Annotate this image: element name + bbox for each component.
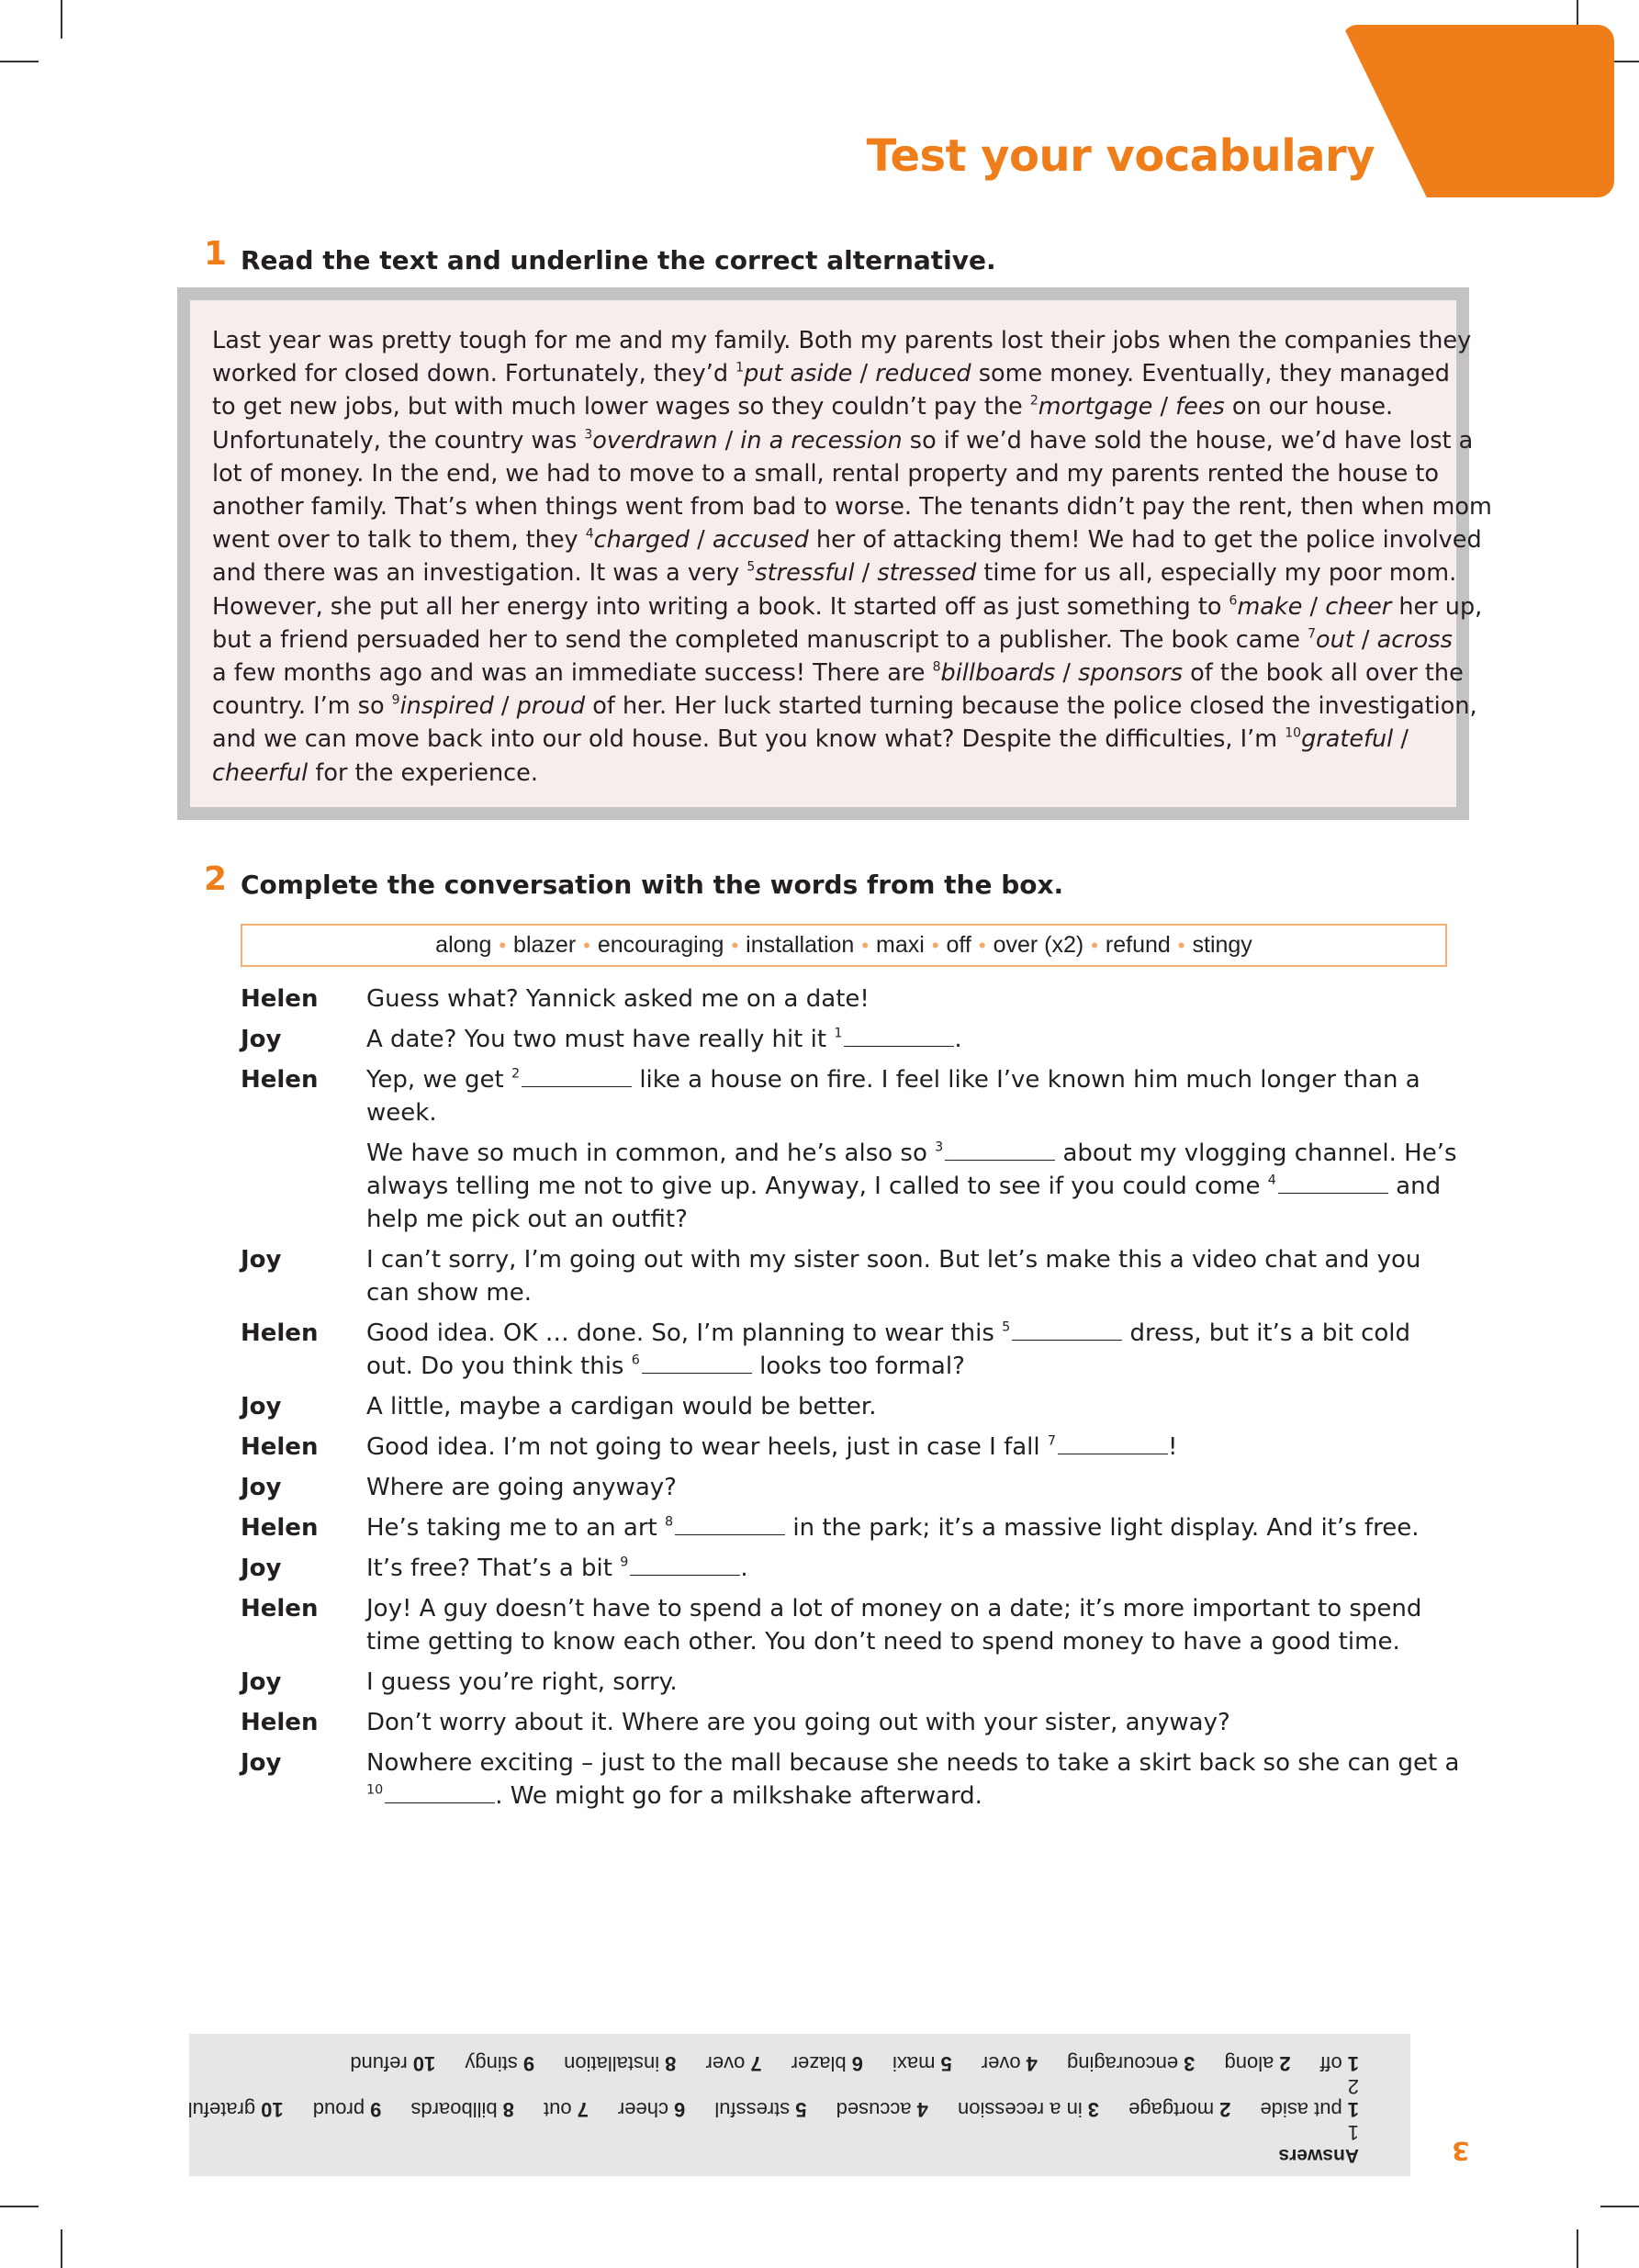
dialogue-line: Helen Good idea. OK … done. So, I’m planning to wear this $^5$ dress, but it’s a bit cold out. Do you think this $^6$ looks too formal? xyxy=(241,1319,1411,1380)
blank-8[interactable] xyxy=(675,1514,785,1535)
dialogue-line: Helen Guess what? Yannick asked me on a date! xyxy=(241,985,870,1013)
word-box-item: refund xyxy=(1105,932,1171,958)
dialogue-line: Helen Don’t worry about it. Where are you going out with your sister, anyway? xyxy=(241,1709,1230,1736)
exercise-2-instruction: Complete the conversation with the words from the box. xyxy=(241,870,1064,900)
crop-mark xyxy=(61,2229,62,2268)
word-box-item: maxi xyxy=(876,932,925,958)
conversation xyxy=(241,982,1462,1820)
blank-9[interactable] xyxy=(630,1555,740,1576)
answer-key-ex2: 1off 2along 3encouraging 4over 5maxi 6blazer 7over 8installation 9stingy 10refund xyxy=(350,2052,1359,2075)
reading-text-box xyxy=(177,287,1492,820)
blank-10[interactable] xyxy=(385,1782,495,1803)
page-number: 3 xyxy=(1452,2136,1470,2166)
word-box-item: installation xyxy=(746,932,855,958)
blank-1[interactable] xyxy=(844,1026,954,1047)
word-box: along • blazer • encouraging • installation • maxi • off • over (x2) • refund • stingy xyxy=(241,924,1447,967)
word-box-item: off xyxy=(946,932,971,958)
crop-mark xyxy=(0,61,39,62)
exercise-1-instruction: Read the text and underline the correct alternative. xyxy=(241,245,996,275)
answer-key-ex1: 1put aside 2mortgage 3in a recession 4accused 5stressful 6cheer 7out 8billboards 9proud 10grateful xyxy=(187,2098,1359,2121)
blank-4[interactable] xyxy=(1278,1173,1388,1194)
dialogue-line: Joy A date? You two must have really hit it $^1$ . xyxy=(241,1026,962,1053)
blank-3[interactable] xyxy=(945,1140,1055,1161)
reading-text: Last year was pretty tough for me and my family. Both my parents lost their jobs when the companies they worked for closed down. Fortunately, they’d $^1$put aside / reduced some money. Eventually, they managed to get new jobs, but with much lower wages so they couldn’t pay the $^2$mortgage / fees on our house. Unfortunately, the country was $^3$overdrawn / in a recession so if we’d have sold the house, we’d have lost a lot of money. In the end, we had to move to a small, rental property and my parents rented the house to another family. That’s when things went from bad to worse. The tenants didn’t pay the rent, then when mom went over to talk to them, they $^4$charged / accused her of attacking them! We had to get the police involved and there was an investigation. It was a very $^5$stressful / stressed time for us all, especially my poor mom. However, she put all her energy into writing a book. It started off as just something to $^6$make / cheer her up, but a friend persuaded her to send the completed manuscript to a publisher. The book came $^7$out / across a few months ago and was an immediate success! There are $^8$billboards / sponsors of the book all over the country. I’m so $^9$inspired / proud of her. Her luck started turning because the police closed the investigation, and we can move back into our old house. But you know what? Despite the difficulties, I’m $^{10}$grateful / cheerful for the experience. xyxy=(190,300,1456,807)
blank-2[interactable] xyxy=(522,1066,632,1087)
dialogue-line: Joy I can’t sorry, I’m going out with my sister soon. But let’s make this a video chat and you can show me. xyxy=(241,1246,1421,1307)
page-title: Test your vocabulary xyxy=(866,130,1375,182)
answer-key-ex1-label: 1 xyxy=(1347,2121,1359,2144)
word-box-item: blazer xyxy=(513,932,577,958)
dialogue-line: Helen Yep, we get $^2$ like a house on fire. I feel like I’ve known him much longer than a week. xyxy=(241,1066,1420,1127)
crop-mark xyxy=(61,0,62,39)
exercise-2-number: 2 xyxy=(204,860,228,898)
blank-5[interactable] xyxy=(1012,1319,1122,1341)
word-box-item: over (x2) xyxy=(993,932,1084,958)
dialogue-line: We have so much in common, and he’s also so $^3$ about my vlogging channel. He’s always telling me not to give up. Anyway, I called to see if you could come $^4$ and help me pick out an outfit? xyxy=(366,1140,1457,1233)
section-tab xyxy=(1342,25,1614,197)
word-box-item: encouraging xyxy=(597,932,724,958)
dialogue-line: Helen Joy! A guy doesn’t have to spend a lot of money on a date; it’s more important to spend time getting to know each other. You don’t need to spend money to have a good time. xyxy=(241,1595,1422,1656)
dialogue-line: Helen He’s taking me to an art $^8$ in the park; it’s a massive light display. And it’s free. xyxy=(241,1514,1420,1542)
blank-7[interactable] xyxy=(1058,1433,1168,1454)
dialogue-line: Joy It’s free? That’s a bit $^9$ . xyxy=(241,1555,748,1582)
dialogue-line: Joy Where are going anyway? xyxy=(241,1474,677,1501)
dialogue-line: Joy Nowhere exciting – just to the mall because she needs to take a skirt back so she can get a $^{10}$ . We might go for a milkshake afterward. xyxy=(241,1749,1460,1810)
word-box-item: along xyxy=(435,932,492,958)
word-box-item: stingy xyxy=(1192,932,1252,958)
blank-6[interactable] xyxy=(642,1353,752,1374)
crop-mark xyxy=(1577,2229,1578,2268)
answer-key-ex2-label: 2 xyxy=(1347,2075,1359,2098)
dialogue-line: Joy A little, maybe a cardigan would be better. xyxy=(241,1393,877,1420)
crop-mark xyxy=(0,2206,39,2207)
dialogue-line: Joy I guess you’re right, sorry. xyxy=(241,1668,678,1696)
answer-key-title: Answers xyxy=(1278,2145,1359,2166)
dialogue-line: Helen Good idea. I’m not going to wear heels, just in case I fall $^7$ ! xyxy=(241,1433,1178,1461)
crop-mark xyxy=(1600,2206,1639,2207)
exercise-1-number: 1 xyxy=(204,235,228,273)
answer-key xyxy=(189,2034,1410,2176)
